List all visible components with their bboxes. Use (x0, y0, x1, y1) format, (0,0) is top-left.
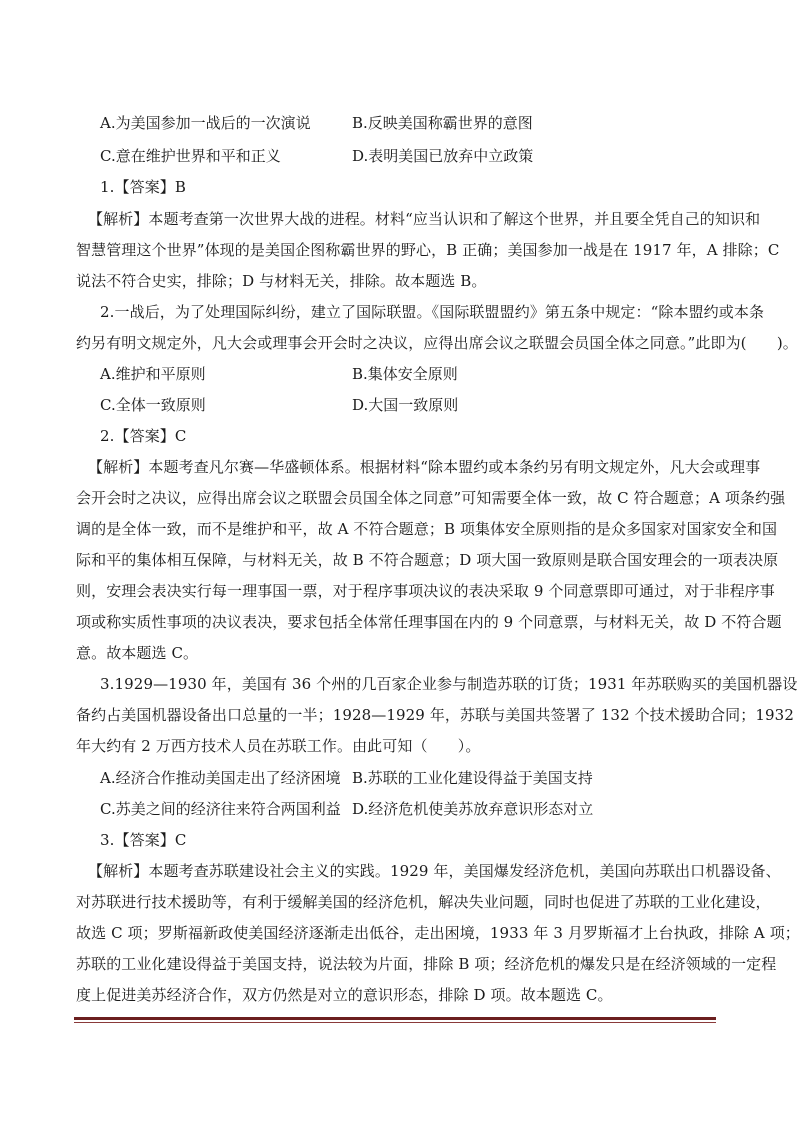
q3-analysis-line-1: 【解析】本题考查苏联建设社会主义的实践。1929 年，美国爆发经济危机，美国向苏联出口机器设备、 (88, 862, 781, 880)
q3-analysis-line-2: 对苏联进行技术援助等，有利于缓解美国的经济危机，解决失业问题，同时也促进了苏联的工业化建设， (76, 893, 771, 911)
q3-analysis-line-3: 故选 C 项；罗斯福新政使美国经济逐渐走出低谷，走出困境，1933 年 3 月罗斯福才上台执政，排除 A 项； (76, 924, 800, 942)
q1-option-b: B.反映美国称霸世界的意图 (352, 114, 533, 132)
q2-answer: 2.【答案】C (100, 427, 187, 445)
q2-stem-line-2: 约另有明文规定外，凡大会或理事会开会时之决议，应得出席会议之联盟会员国全体之同意。”此即为( )。 (76, 334, 798, 352)
q3-option-b: B.苏联的工业化建设得益于美国支持 (352, 769, 593, 787)
q2-analysis-line-1: 【解析】本题考查凡尔赛—华盛顿体系。根据材料“除本盟约或本条约另有明文规定外，凡大会或理事 (88, 458, 761, 476)
q2-stem-line-1: 2.一战后，为了处理国际纠纷，建立了国际联盟。《国际联盟盟约》第五条中规定：“除本盟约或本条 (100, 303, 765, 321)
q3-option-c: C.苏美之间的经济往来符合两国利益 (100, 800, 341, 818)
q2-analysis-line-2: 会开会时之决议，应得出席会议之联盟会员国全体之同意”可知需要全体一致，故 C 符合题意；A 项条约强 (76, 489, 786, 507)
q3-stem-line-2: 备约占美国机器设备出口总量的一半；1928—1929 年，苏联与美国共签署了 132 个技术援助合同；1932 (76, 706, 794, 724)
q1-analysis-line-3: 说法不符合史实，排除；D 与材料无关，排除。故本题选 B。 (76, 272, 487, 290)
footer-divider-thin (74, 1022, 716, 1023)
q2-analysis-line-7: 意。故本题选 C。 (76, 644, 199, 662)
q1-answer: 1.【答案】B (100, 178, 187, 196)
q3-stem-line-3: 年大约有 2 万西方技术人员在苏联工作。由此可知（ ）。 (76, 737, 481, 755)
q1-option-a: A.为美国参加一战后的一次演说 (100, 114, 311, 132)
q2-analysis-line-4: 际和平的集体相互保障，与材料无关，故 B 不符合题意；D 项大国一致原则是联合国安理会的一项表决原 (76, 551, 779, 569)
q3-analysis-line-5: 度上促进美苏经济合作，双方仍然是对立的意识形态，排除 D 项。故本题选 C。 (76, 986, 613, 1004)
q2-option-d: D.大国一致原则 (352, 396, 459, 414)
q3-stem-line-1: 3.1929—1930 年，美国有 36 个州的几百家企业参与制造苏联的订货；1931 年苏联购买的美国机器设 (100, 675, 798, 693)
q1-analysis-line-1: 【解析】本题考查第一次世界大战的进程。材料“应当认识和了解这个世界，并且要全凭自己的知识和 (88, 210, 761, 228)
q2-option-c: C.全体一致原则 (100, 396, 206, 414)
q2-analysis-line-5: 则，安理会表决实行每一理事国一票，对于程序事项决议的表决采取 9 个同意票即可通过，对于非程序事 (76, 582, 775, 600)
footer-divider-thick (74, 1017, 716, 1020)
q1-option-d: D.表明美国已放弃中立政策 (352, 147, 534, 165)
q3-analysis-line-4: 苏联的工业化建设得益于美国支持，说法较为片面，排除 B 项；经济危机的爆发只是在经济领域的一定程 (76, 955, 777, 973)
q3-answer: 3.【答案】C (100, 831, 187, 849)
q2-option-a: A.维护和平原则 (100, 365, 206, 383)
q2-analysis-line-3: 调的是全体一致，而不是维护和平，故 A 不符合题意；B 项集体安全原则指的是众多国家对国家安全和国 (76, 520, 778, 538)
q1-option-c: C.意在维护世界和平和正义 (100, 147, 281, 165)
q3-option-d: D.经济危机使美苏放弃意识形态对立 (352, 800, 594, 818)
q1-analysis-line-2: 智慧管理这个世界”体现的是美国企图称霸世界的野心，B 正确；美国参加一战是在 1917 年，A 排除；C (76, 241, 780, 259)
q2-analysis-line-6: 项或称实质性事项的决议表决，要求包括全体常任理事国在内的 9 个同意票，与材料无关，故 D 不符合题 (76, 613, 782, 631)
q3-option-a: A.经济合作推动美国走出了经济困境 (100, 769, 341, 787)
q2-option-b: B.集体安全原则 (352, 365, 458, 383)
